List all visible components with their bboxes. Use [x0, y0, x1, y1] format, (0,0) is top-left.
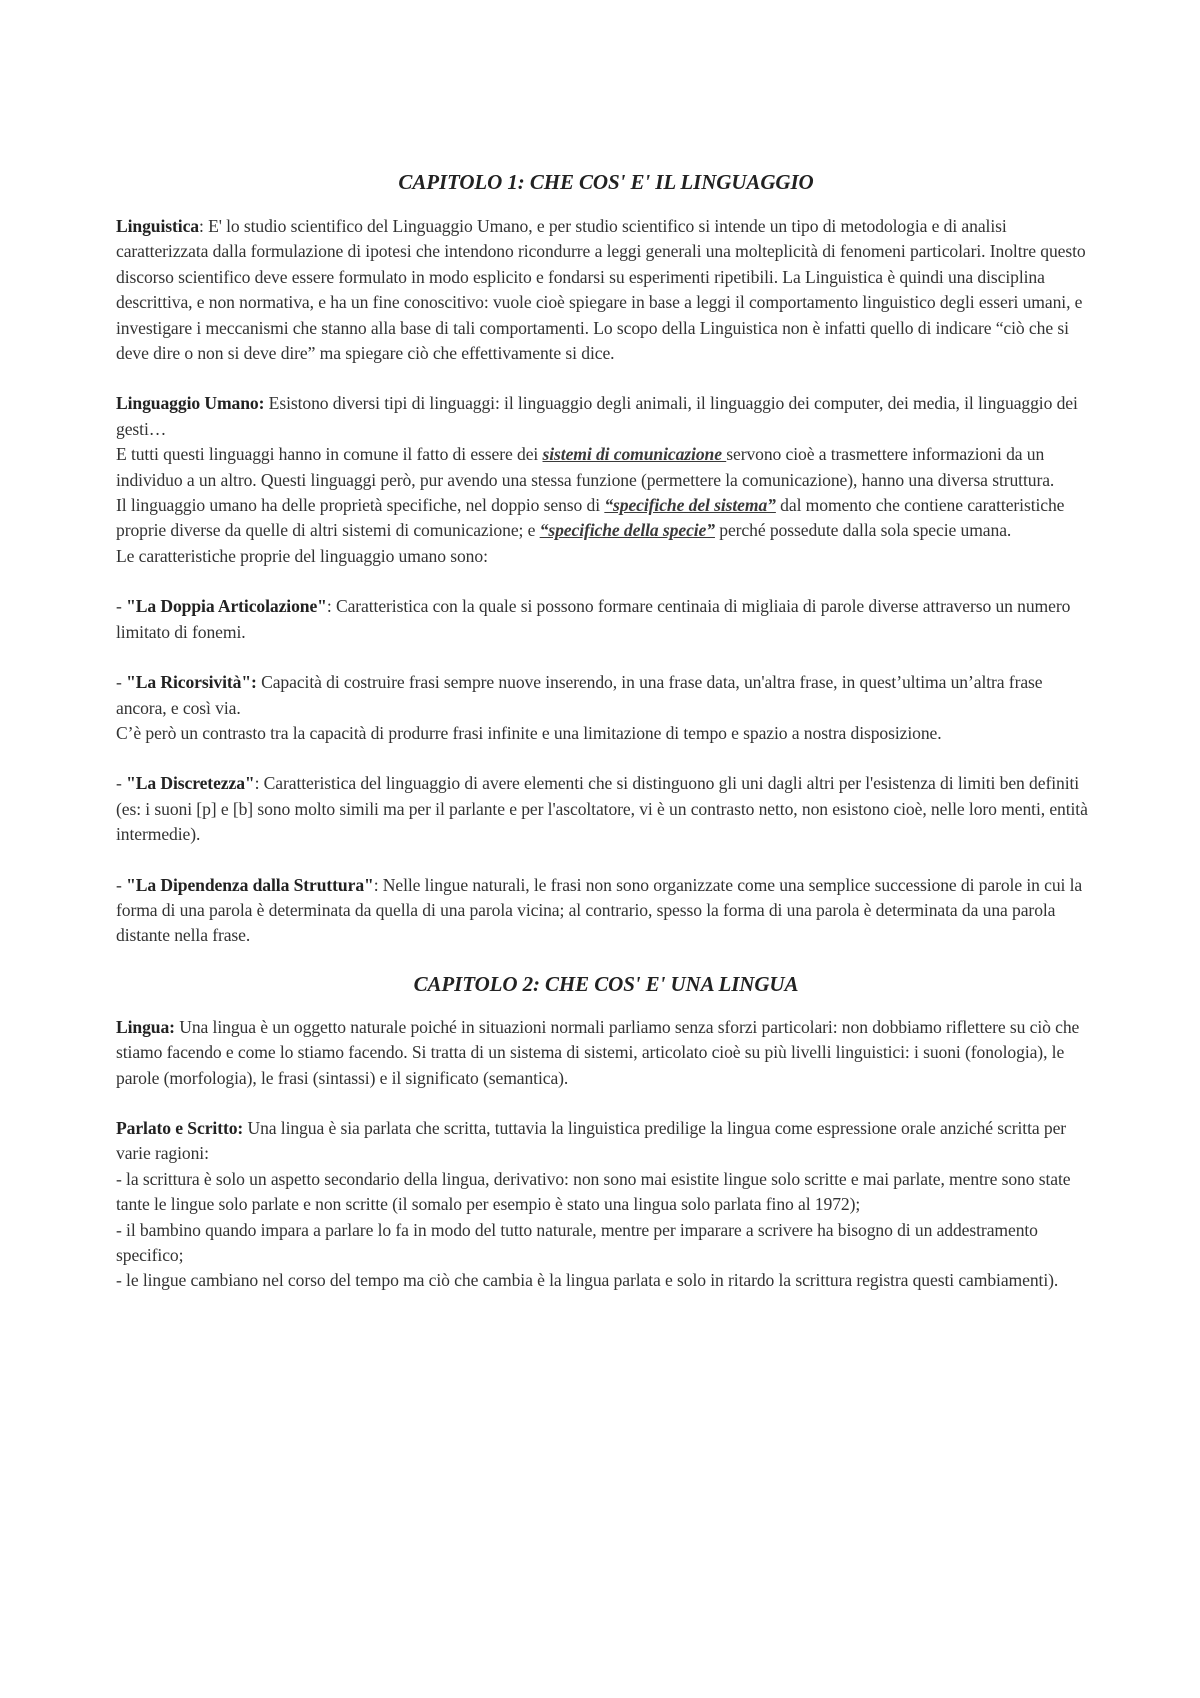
feature-text: : Nelle lingue naturali, le frasi non sono organizzate come una semplice successione di parole in cui la forma di una parola è determinata da quella di una parola vicina; al contrario, spesso la forma di una parola è determinata da una parola distante nella frase.	[116, 874, 1083, 946]
specifiche-sistema-emph: “specifiche del sistema”	[604, 495, 776, 516]
lingua-term: Lingua:	[116, 1016, 175, 1037]
sistemi-comunicazione-emph: sistemi di comunicazione	[542, 444, 727, 465]
feature-term: "La Ricorsività":	[126, 672, 257, 693]
list-item: - la scrittura è solo un aspetto secondario della lingua, derivativo: non sono mai esistite lingue solo scritte e mai parlate, mentre sono state tante le lingue solo parlate e non scritte (il somalo per esempio è stato una lingua solo parlata fino al 1972);	[116, 1168, 1071, 1215]
feature-discretezza	[116, 771, 1096, 847]
list-item: - il bambino quando impara a parlare lo fa in modo del tutto naturale, mentre per imparare a scrivere ha bisogno di un addestramento specifico;	[116, 1219, 1038, 1265]
lingua-paragraph	[116, 1015, 1096, 1091]
feature-text: Capacità di costruire frasi sempre nuove inserendo, in una frase data, un'altra frase, in quest’ultima un’altra frase ancora, e così via.	[116, 672, 1043, 718]
feature-dipendenza-struttura	[116, 873, 1096, 949]
linguistica-paragraph	[116, 214, 1096, 366]
linguaggio-umano-text3c: perché possedute dalla sola specie umana.	[714, 520, 1012, 541]
chapter1-title: CAPITOLO 1: CHE COS' E' IL LINGUAGGIO	[398, 170, 814, 194]
feature-prefix: -	[116, 874, 127, 895]
document-page	[116, 0, 1096, 1294]
feature-prefix: -	[116, 773, 127, 794]
linguaggio-umano-line4: Le caratteristiche proprie del linguaggio umano sono:	[116, 545, 488, 566]
linguistica-text: : E' lo studio scientifico del Linguaggio Umano, e per studio scientifico si intende un tipo di metodologia e di analisi caratterizzata dalla formulazione di ipotesi che intendono ricondurre a leggi generali una molteplicità di fenomeni particolari. Inoltre questo discorso scientifico deve essere formulato in modo esplicito e fondarsi su esperimenti ripetibili. La Linguistica è quindi una disciplina descrittiva, e non normativa, e ha un fine conoscitivo: vuole cioè spiegare in base a leggi il comportamento linguistico degli esseri umani, e investigare i meccanismi che stanno alla base di tali comportamenti. Lo scopo della Linguistica non è infatti quello di indicare “ciò che si deve dire o non si deve dire” ma spiegare ciò che effettivamente si dice.	[116, 216, 1086, 364]
linguaggio-umano-term: Linguaggio Umano:	[116, 393, 265, 414]
linguaggio-umano-paragraph	[116, 391, 1096, 442]
linguaggio-umano-text2b: servono cioè a trasmettere informazioni da un individuo a un altro. Questi linguaggi però, pur avendo una stessa funzione (permettere la comunicazione), hanno una diversa struttura.	[116, 444, 1055, 490]
linguistica-term: Linguistica	[116, 216, 199, 236]
lingua-text: Una lingua è un oggetto naturale poiché in situazioni normali parliamo senza sforzi particolari: non dobbiamo riflettere su ciò che stiamo facendo e come lo stiamo facendo. Si tratta di un sistema di sistemi, articolato cioè su più livelli linguistici: i suoni (fonologia), le parole (morfologia), le frasi (sintassi) e il significato (semantica).	[116, 1016, 1080, 1088]
linguaggio-umano-text2a: E tutti questi linguaggi hanno in comune il fatto di essere dei	[116, 444, 543, 465]
list-item: - le lingue cambiano nel corso del tempo ma ciò che cambia è la lingua parlata e solo in ritardo la scrittura registra questi cambiamenti).	[116, 1270, 1059, 1291]
linguaggio-umano-text1: Esistono diversi tipi di linguaggi: il linguaggio degli animali, il linguaggio dei computer, dei media, il linguaggio dei gesti…	[116, 393, 1078, 439]
linguaggio-umano-line3	[116, 493, 1096, 544]
parlato-scritto-text: Una lingua è sia parlata che scritta, tuttavia la linguistica predilige la lingua come espressione orale anziché scritta per varie ragioni:	[116, 1117, 1067, 1164]
feature-term: "La Dipendenza dalla Struttura"	[126, 874, 374, 895]
parlato-scritto-term: Parlato e Scritto:	[116, 1117, 244, 1138]
feature-text: : Caratteristica del linguaggio di avere elementi che si distinguono gli uni dagli altri per l'esistenza di limiti ben definiti (es: i suoni [p] e [b] sono molto simili ma per il parlante e per l'ascoltatore, vi è un contrasto netto, non esistono cioè, nelle loro menti, entità intermedie).	[116, 773, 1088, 845]
chapter2-title: CAPITOLO 2: CHE COS' E' UNA LINGUA	[413, 971, 799, 996]
feature-text: : Caratteristica con la quale si possono formare centinaia di migliaia di parole diverse attraverso un numero limitato di fonemi.	[116, 596, 1071, 642]
linguaggio-umano-line2	[116, 442, 1096, 493]
feature-term: "La Doppia Articolazione"	[126, 596, 327, 617]
feature-prefix: -	[116, 596, 127, 617]
linguaggio-umano-text3b: dal momento che contiene caratteristiche proprie diverse da quelle di altri sistemi di comunicazione; e	[116, 495, 1065, 541]
feature-prefix: -	[116, 672, 127, 693]
feature-term: "La Discretezza"	[126, 773, 255, 794]
feature-ricorsivita	[116, 670, 1096, 721]
feature-doppia-articolazione	[116, 594, 1096, 645]
linguaggio-umano-text3a: Il linguaggio umano ha delle proprietà specifiche, nel doppio senso di	[116, 495, 605, 516]
feature-ricorsivita-extra: C’è però un contrasto tra la capacità di produrre frasi infinite e una limitazione di tempo e spazio a nostra disposizione.	[116, 722, 942, 743]
specifiche-specie-emph: “specifiche della specie”	[539, 520, 715, 541]
parlato-scritto-paragraph	[116, 1116, 1096, 1167]
